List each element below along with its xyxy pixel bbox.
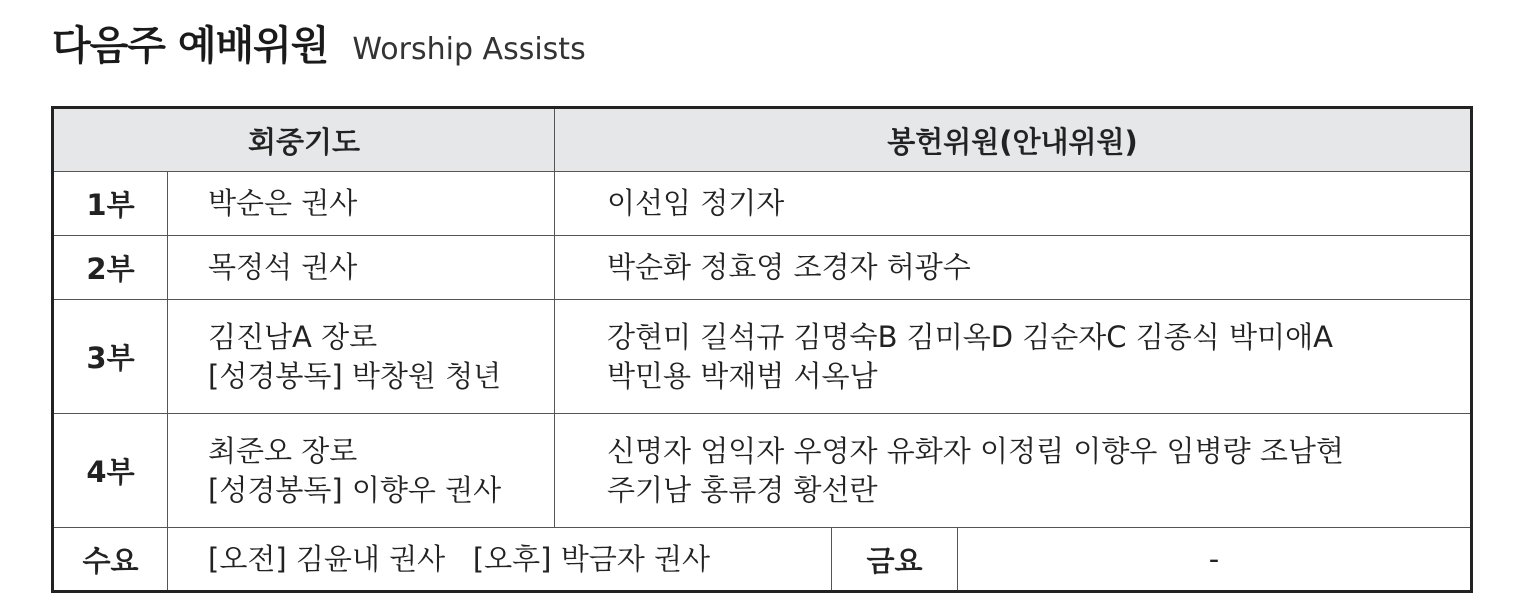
- scripture-reader: [성경봉독] 박창원 청년: [208, 358, 502, 393]
- page-title: 다음주 예배위원: [52, 23, 329, 69]
- offering-names: 신명자 엄익자 우영자 유화자 이정림 이향우 임병량 조남현: [607, 433, 1344, 468]
- page-header: [52, 14, 586, 71]
- table-header-row: [53, 108, 1472, 172]
- friday-label: 금요: [832, 528, 958, 592]
- offering-cell: [555, 414, 1472, 528]
- part-label: 4부: [53, 414, 168, 528]
- offering-names: 박민용 박재범 서옥남: [607, 358, 878, 393]
- offering-names: 박순화 정효영 조경자 허광수: [607, 250, 971, 284]
- part-label: 3부: [53, 300, 168, 414]
- part-label: 1부: [53, 172, 168, 236]
- offering-cell: [555, 300, 1472, 414]
- table-row: [53, 236, 1472, 300]
- friday-value: -: [958, 528, 1472, 592]
- page-subtitle: Worship Assists: [352, 32, 586, 67]
- worship-assists-table: [51, 106, 1473, 593]
- prayer-name: 김진남A 장로: [208, 319, 378, 354]
- offering-cell: [555, 236, 1472, 300]
- prayer-name: 최준오 장로: [208, 433, 358, 468]
- table-row: [53, 528, 1472, 592]
- prayer-cell: [168, 236, 555, 300]
- offering-names: 강현미 길석규 김명숙B 김미옥D 김순자C 김종식 박미애A: [607, 319, 1333, 354]
- table-row: [53, 172, 1472, 236]
- wednesday-label: 수요: [53, 528, 168, 592]
- header-offering: 봉헌위원(안내위원): [555, 108, 1472, 172]
- part-label: 2부: [53, 236, 168, 300]
- table-row: [53, 414, 1472, 528]
- header-prayer: 회중기도: [53, 108, 555, 172]
- prayer-cell: [168, 172, 555, 236]
- wednesday-value: [오전] 김윤내 권사 [오후] 박금자 권사: [168, 528, 832, 592]
- prayer-cell: [168, 300, 555, 414]
- prayer-name: 박순은 권사: [208, 186, 358, 220]
- table-row: [53, 300, 1472, 414]
- offering-names: 주기남 홍류경 황선란: [607, 472, 878, 507]
- offering-cell: [555, 172, 1472, 236]
- prayer-cell: [168, 414, 555, 528]
- offering-names: 이선임 정기자: [607, 186, 785, 220]
- prayer-name: 목정석 권사: [208, 250, 358, 284]
- scripture-reader: [성경봉독] 이향우 권사: [208, 472, 502, 507]
